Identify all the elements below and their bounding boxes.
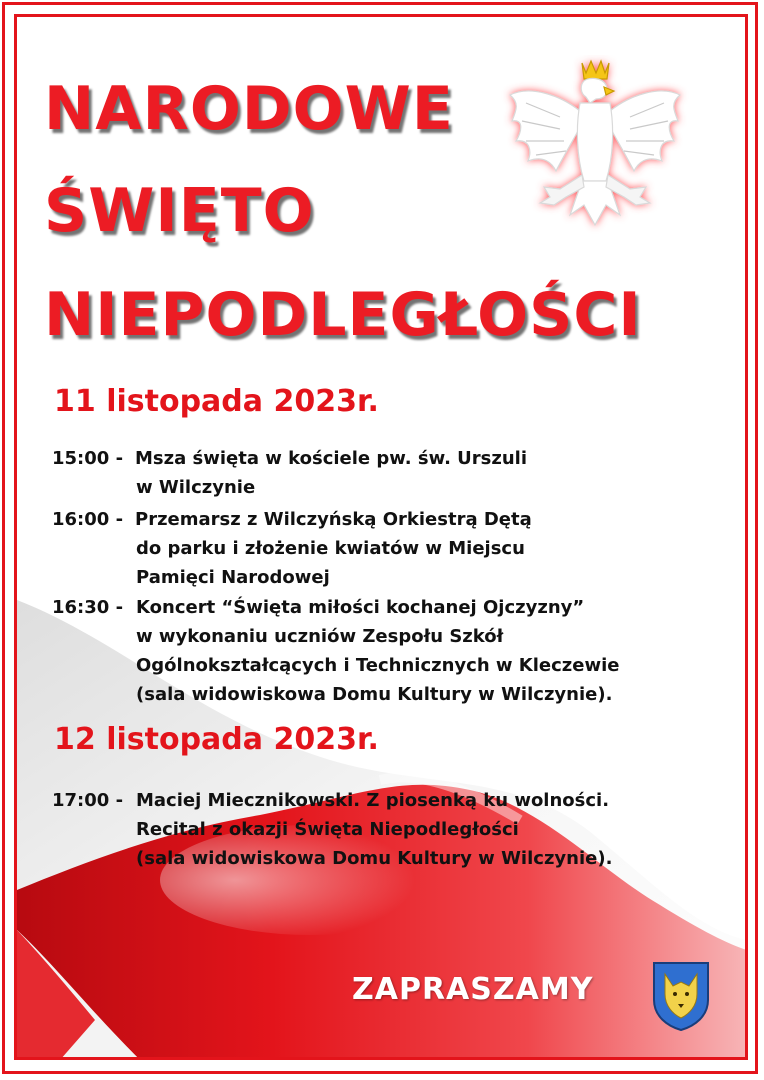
white-eagle-emblem-icon xyxy=(500,55,690,245)
event-description-line: Pamięci Narodowej xyxy=(136,567,330,588)
event-time: 16:30 - xyxy=(52,597,124,618)
event-description-line: Maciej Miecznikowski. Z piosenką ku wolności. xyxy=(136,790,610,811)
wolf-coat-of-arms-icon xyxy=(651,960,711,1032)
event-description-line: Ogólnokształcących i Technicznych w Kleczewie xyxy=(136,655,620,676)
date-day-1: 11 listopada 2023r. xyxy=(54,384,379,419)
title-line-2: ŚWIĘTO xyxy=(44,176,315,246)
title-line-3: NIEPODLEGŁOŚCI xyxy=(44,280,642,350)
event-description-line: do parku i złożenie kwiatów w Miejscu xyxy=(136,538,525,559)
event-description-line: w Wilczynie xyxy=(136,477,256,498)
event-description-line: w wykonaniu uczniów Zespołu Szkół xyxy=(136,626,504,647)
event-description-line: Recital z okazji Święta Niepodległości xyxy=(136,819,519,840)
event-description-line: Msza święta w kościele pw. św. Urszuli xyxy=(135,448,528,469)
event-time: 16:00 - xyxy=(52,509,124,530)
event-description-line: (sala widowiskowa Domu Kultury w Wilczynie). xyxy=(136,848,613,869)
event-description-line: (sala widowiskowa Domu Kultury w Wilczynie). xyxy=(136,684,613,705)
title-line-1: NARODOWE xyxy=(44,74,454,144)
invitation-text: ZAPRASZAMY xyxy=(352,972,594,1007)
event-description-line: Przemarsz z Wilczyńską Orkiestrą Dętą xyxy=(135,509,532,530)
date-day-2: 12 listopada 2023r. xyxy=(54,722,379,757)
event-time: 15:00 - xyxy=(52,448,124,469)
event-description-line: Koncert “Święta miłości kochanej Ojczyzny” xyxy=(136,597,585,618)
event-time: 17:00 - xyxy=(52,790,124,811)
